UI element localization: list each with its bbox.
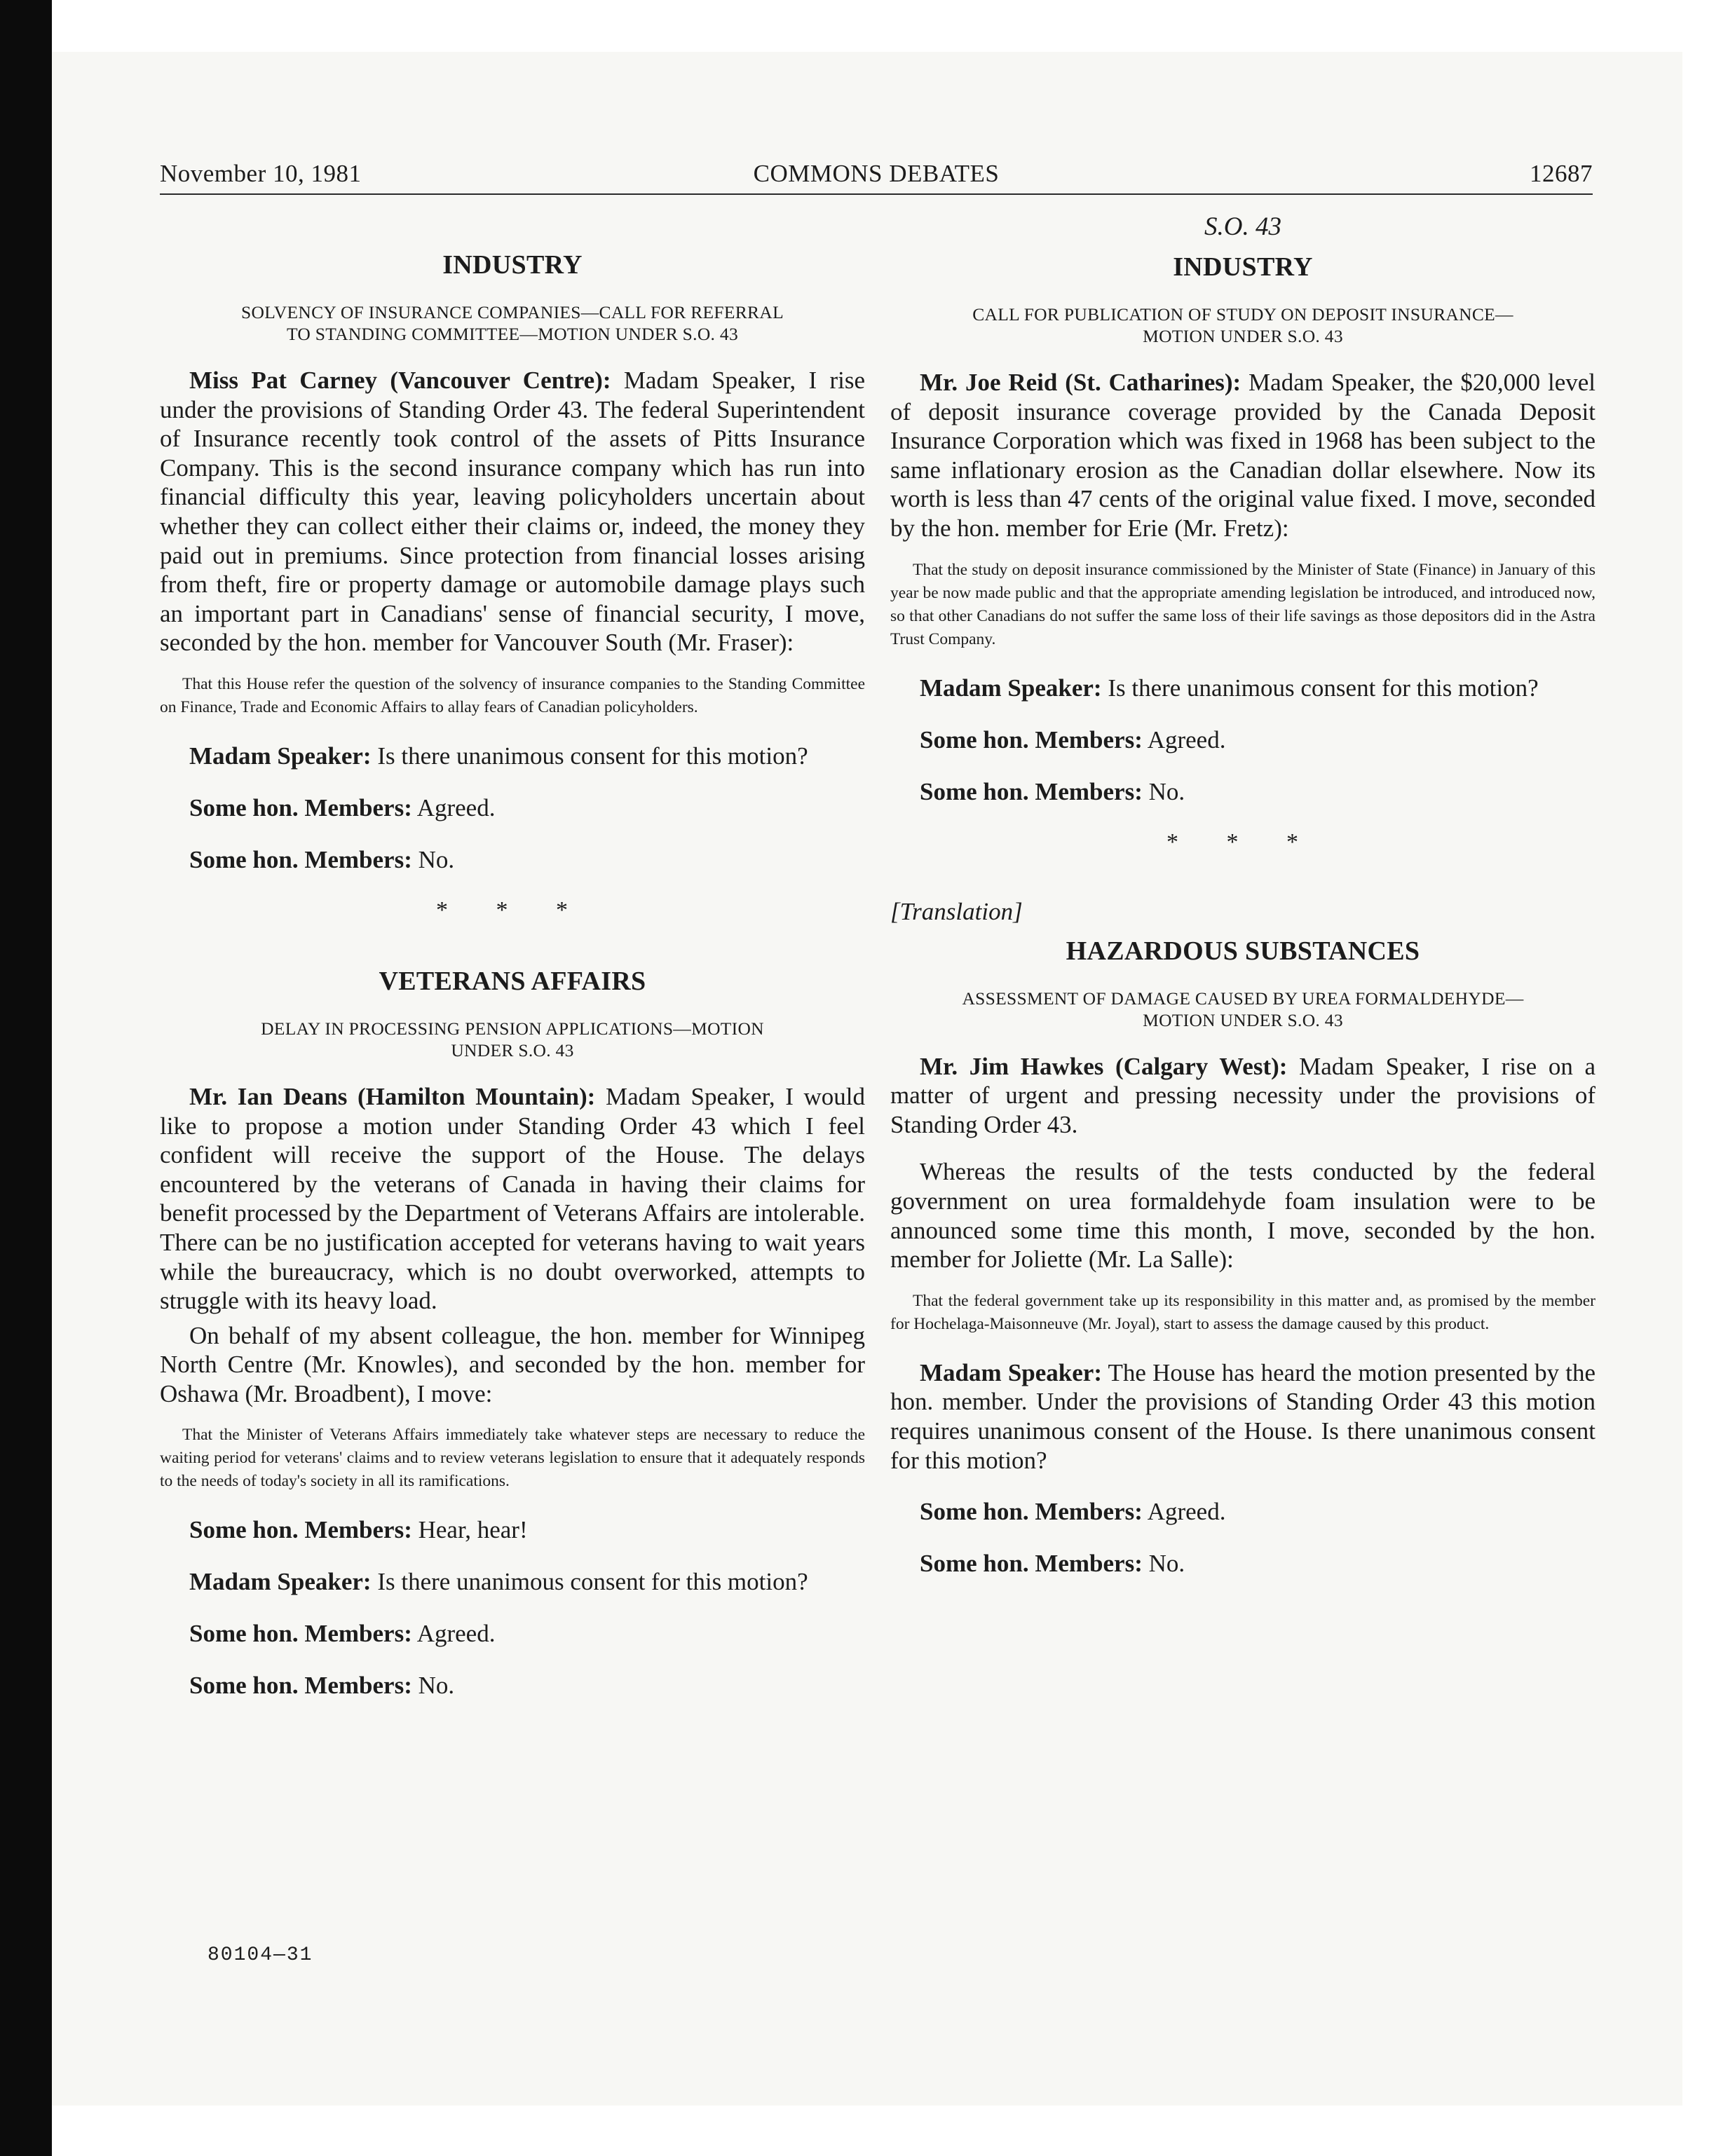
speaker-name: Some hon. Members: — [920, 777, 1143, 805]
column-spacer — [160, 207, 865, 250]
reply — [160, 1671, 865, 1700]
so-label: S.O. 43 — [1204, 212, 1281, 241]
speech-continued: Whereas the results of the tests conducted by the federal government on urea formaldehyde foam insulation were to be announced some time this month, I move, seconded by the hon. member for Joliette (Mr. La Salle): — [890, 1158, 1595, 1274]
speaker-name: Miss Pat Carney (Vancouver Centre): — [189, 367, 611, 394]
scan-edge — [0, 0, 52, 2156]
section-title-hazardous: HAZARDOUS SUBSTANCES — [1066, 936, 1420, 966]
section-title-industry: INDUSTRY — [442, 250, 583, 280]
translation-label: [Translation] — [890, 897, 1023, 925]
speaker-name: Mr. Ian Deans (Hamilton Mountain): — [189, 1082, 596, 1110]
speaker-name: Madam Speaker: — [189, 742, 372, 770]
reply — [890, 1497, 1595, 1527]
header-rule — [160, 193, 1593, 195]
reply — [890, 725, 1595, 755]
reply-text: Is there unanimous consent for this motion? — [371, 1568, 808, 1596]
speaker-name: Some hon. Members: — [189, 793, 412, 821]
subhead-industry — [890, 303, 1595, 347]
motion-text: That this House refer the question of the solvency of insurance companies to the Standing Committee on Finance, Trade and Economic Affairs to allay fears of Canadian policyholders. — [160, 674, 865, 716]
page-header — [160, 160, 1593, 196]
speech-carney — [160, 366, 865, 657]
subhead-hazardous — [890, 988, 1595, 1031]
motion-text: That the Minister of Veterans Affairs immediately take whatever steps are necessary to reduce the waiting period for veterans' claims and to review veterans legislation to ensure that it adequately responds to the needs of today's society in all its ramifications. — [160, 1426, 865, 1491]
speech-hawkes — [890, 1052, 1595, 1140]
subhead-line: TO STANDING COMMITTEE—MOTION UNDER S.O. 43 — [286, 324, 739, 344]
reply-text: Agreed. — [411, 1620, 496, 1648]
header-page-number: 12687 — [1530, 160, 1593, 187]
subhead-line: SOLVENCY OF INSURANCE COMPANIES—CALL FOR REFERRAL — [241, 302, 784, 322]
speech-text: Madam Speaker, the $20,000 level of deposit insurance coverage provided by the Canada Deposit Insurance Corporation which was fixed in 1968 has been subject to the same inflationary erosion as the Canadian dollar elsewhere. Now its worth is less than 47 cents of the original value fixed. I move, seconded by the hon. member for Erie (Mr. Fretz): — [890, 369, 1595, 542]
subhead-veterans — [160, 1018, 865, 1061]
reply — [890, 674, 1595, 703]
reply-text: Agreed. — [1142, 725, 1226, 753]
header-date: November 10, 1981 — [160, 160, 362, 187]
reply-text: No. — [411, 1672, 455, 1700]
reply — [890, 777, 1595, 807]
reply — [160, 1567, 865, 1597]
footer-print-code: 80104—31 — [207, 1944, 313, 1966]
subhead-line: MOTION UNDER S.O. 43 — [1143, 1009, 1343, 1030]
reply-text: No. — [1142, 777, 1185, 805]
section-title-veterans: VETERANS AFFAIRS — [379, 966, 646, 996]
speaker-name: Madam Speaker: — [920, 674, 1102, 702]
speaker-name: Some hon. Members: — [189, 845, 412, 873]
speaker-name: Some hon. Members: — [920, 725, 1143, 753]
speaker-name: Some hon. Members: — [920, 1550, 1143, 1578]
speaker-name: Some hon. Members: — [189, 1672, 412, 1700]
reply-text: Agreed. — [411, 793, 496, 821]
reply — [890, 1549, 1595, 1578]
section-separator: * * * — [436, 896, 589, 923]
motion-text: That the study on deposit insurance commissioned by the Minister of State (Finance) in January of this year be now made public and that the appropriate amending legislation be introduced, and introduced now, so that other Canadians do not suffer the same loss of their life savings as those depositors did in the Astra Trust Company. — [890, 560, 1595, 648]
section-separator: * * * — [1166, 828, 1319, 855]
reply-text: Is there unanimous consent for this motion? — [1101, 674, 1539, 702]
section-title-industry: INDUSTRY — [1173, 252, 1313, 282]
header-publication: COMMONS DEBATES — [753, 160, 1000, 187]
reply — [160, 1515, 865, 1545]
speaker-name: Mr. Jim Hawkes (Calgary West): — [920, 1052, 1288, 1080]
right-column — [890, 207, 1595, 1601]
reply — [160, 845, 865, 875]
reply-text: No. — [411, 845, 455, 873]
reply — [160, 1619, 865, 1649]
subhead-line: UNDER S.O. 43 — [451, 1039, 574, 1060]
subhead-line: CALL FOR PUBLICATION OF STUDY ON DEPOSIT INSURANCE— — [972, 304, 1513, 325]
reply-text: Agreed. — [1142, 1498, 1226, 1526]
subhead-industry — [160, 301, 865, 345]
speaker-name: Some hon. Members: — [189, 1516, 412, 1544]
speaker-name: Some hon. Members: — [920, 1498, 1143, 1526]
reply-text: The House has heard the motion presented by the hon. member. Under the provisions of Standing Order 43 this motion requires unanimous consent of the House. Is there unanimous consent for this motion? — [890, 1358, 1596, 1474]
reply-text: Is there unanimous consent for this motion? — [371, 742, 808, 770]
speech-deans — [160, 1082, 865, 1316]
reply-text: Hear, hear! — [411, 1516, 528, 1544]
reply — [160, 742, 865, 771]
motion-text: That the federal government take up its responsibility in this matter and, as promised by the member for Hochelaga-Maisonneuve (Mr. Joyal), start to assess the damage caused by this product. — [890, 1291, 1595, 1333]
speech-text: Madam Speaker, I would like to propose a motion under Standing Order 43 which I feel confident will receive the support of the House. The delays encountered by the veterans of Canada in having their claims for benefit processed by the Department of Veterans Affairs are intolerable. There can be no justification accepted for veterans having to wait years while the bureaucracy, which is no doubt overworked, attempts to struggle with its heavy load. — [160, 1082, 865, 1315]
speech-continued: On behalf of my absent colleague, the hon. member for Winnipeg North Centre (Mr. Knowles), and seconded by the hon. member for Oshawa (Mr. Broadbent), I move: — [160, 1321, 865, 1407]
subhead-line: MOTION UNDER S.O. 43 — [1143, 326, 1343, 346]
speaker-name: Madam Speaker: — [189, 1568, 372, 1596]
speech-text: Madam Speaker, I rise under the provisions of Standing Order 43. The federal Superintendent of Insurance recently took control of the assets of Pitts Insurance Company. This is the second insurance company which has run into financial difficulty this year, leaving policyholders uncertain about whether they can collect either their claims or, indeed, the money they paid out in premiums. Since protection from financial losses arising from theft, fire or property damage or automobile damage plays such an important part in Canadians' sense of financial security, I move, seconded by the hon. member for Vancouver South (Mr. Fraser): — [160, 367, 865, 657]
speech-reid — [890, 368, 1595, 543]
speaker-name: Mr. Joe Reid (St. Catharines): — [920, 369, 1241, 396]
speech-text: Madam Speaker, I rise on a matter of urgent and pressing necessity under the provisions of Standing Order 43. — [890, 1052, 1596, 1138]
reply — [890, 1358, 1595, 1475]
reply-text: No. — [1142, 1550, 1185, 1578]
reply — [160, 793, 865, 823]
subhead-line: DELAY IN PROCESSING PENSION APPLICATIONS—MOTION — [261, 1018, 764, 1039]
subhead-line: ASSESSMENT OF DAMAGE CAUSED BY UREA FORMALDEHYDE— — [962, 988, 1524, 1009]
speaker-name: Some hon. Members: — [189, 1620, 412, 1648]
speaker-name: Madam Speaker: — [920, 1358, 1102, 1386]
left-column — [160, 207, 865, 1723]
